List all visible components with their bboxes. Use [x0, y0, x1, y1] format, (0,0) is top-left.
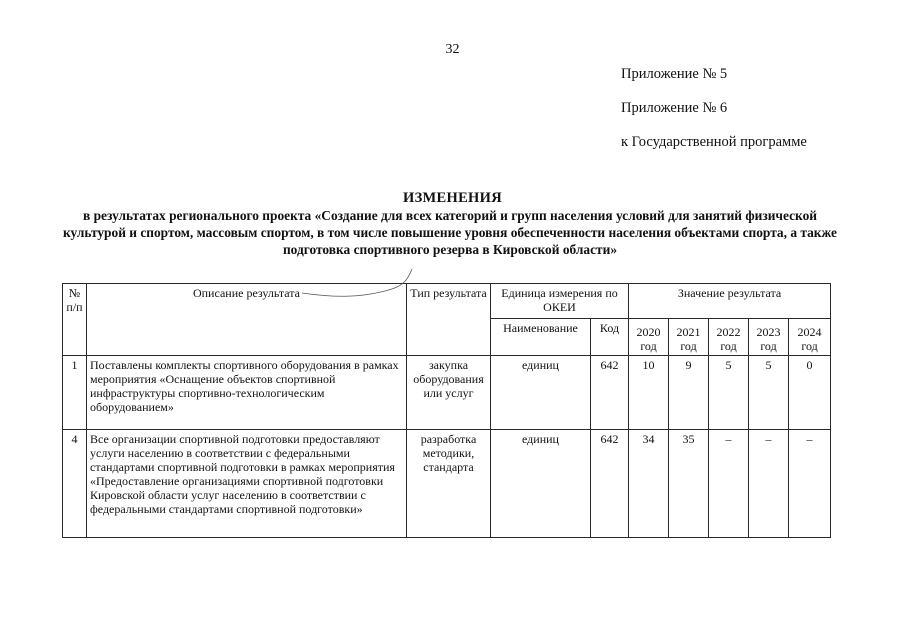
row-unit-code: 642: [591, 430, 629, 538]
header-num: № п/п: [63, 284, 87, 356]
header-row-1: [63, 284, 831, 319]
header-values: Значение результата: [629, 284, 831, 319]
row-value: 35: [669, 430, 709, 538]
pen-mark-scribble: [300, 255, 430, 305]
row-description: Поставлены комплекты спортивного оборудования в рамках мероприятия «Оснащение объектов спортивной инфраструктуры спортивно-технологическим оборудованием»: [87, 356, 407, 430]
row-value: 0: [789, 356, 831, 430]
row-value: 5: [749, 356, 789, 430]
header-year: 2020 год: [629, 319, 669, 356]
header-unit: Единица измерения по ОКЕИ: [491, 284, 629, 319]
header-year: 2021 год: [669, 319, 709, 356]
row-value: –: [789, 430, 831, 538]
row-type: разработка методики, стандарта: [407, 430, 491, 538]
table-row: [63, 356, 831, 430]
page-number: 32: [445, 42, 460, 57]
appendix-line-1: Приложение № 5: [621, 66, 728, 82]
header-unit-code: Код: [591, 319, 629, 356]
row-num: 1: [63, 356, 87, 430]
row-value: 9: [669, 356, 709, 430]
header-year: 2023 год: [749, 319, 789, 356]
row-description: Все организации спортивной подготовки предоставляют услуги населению в соответствии с федеральными стандартами спортивной подготовки в рамках мероприятия «Предоставление организациями спортивной подготовки Кировской области услуг населению в соответствии с федеральными стандартами спортивной подготовки»: [87, 430, 407, 538]
header-year: 2022 год: [709, 319, 749, 356]
results-table: [62, 283, 831, 538]
table-row: [63, 430, 831, 538]
appendix-line-3: к Государственной программе: [621, 134, 807, 150]
document-title: ИЗМЕНЕНИЯ: [403, 190, 502, 206]
row-unit-name: единиц: [491, 430, 591, 538]
row-value: –: [749, 430, 789, 538]
header-unit-name: Наименование: [491, 319, 591, 356]
header-type: Тип результата: [407, 284, 491, 356]
row-unit-name: единиц: [491, 356, 591, 430]
row-value: –: [709, 430, 749, 538]
row-value: 5: [709, 356, 749, 430]
row-num: 4: [63, 430, 87, 538]
row-unit-code: 642: [591, 356, 629, 430]
header-year: 2024 год: [789, 319, 831, 356]
row-value: 34: [629, 430, 669, 538]
header-description: Описание результата: [87, 284, 407, 356]
appendix-line-2: Приложение № 6: [621, 100, 728, 116]
row-value: 10: [629, 356, 669, 430]
row-type: закупка оборудования или услуг: [407, 356, 491, 430]
document-subtitle: в результатах регионального проекта «Создание для всех категорий и групп населения условий для занятий физической культурой и спортом, массовым спортом, в том числе повышение уровня обеспеченности населения объектами спорта, а также подготовка спортивного резерва в Кировской области»: [62, 208, 837, 257]
